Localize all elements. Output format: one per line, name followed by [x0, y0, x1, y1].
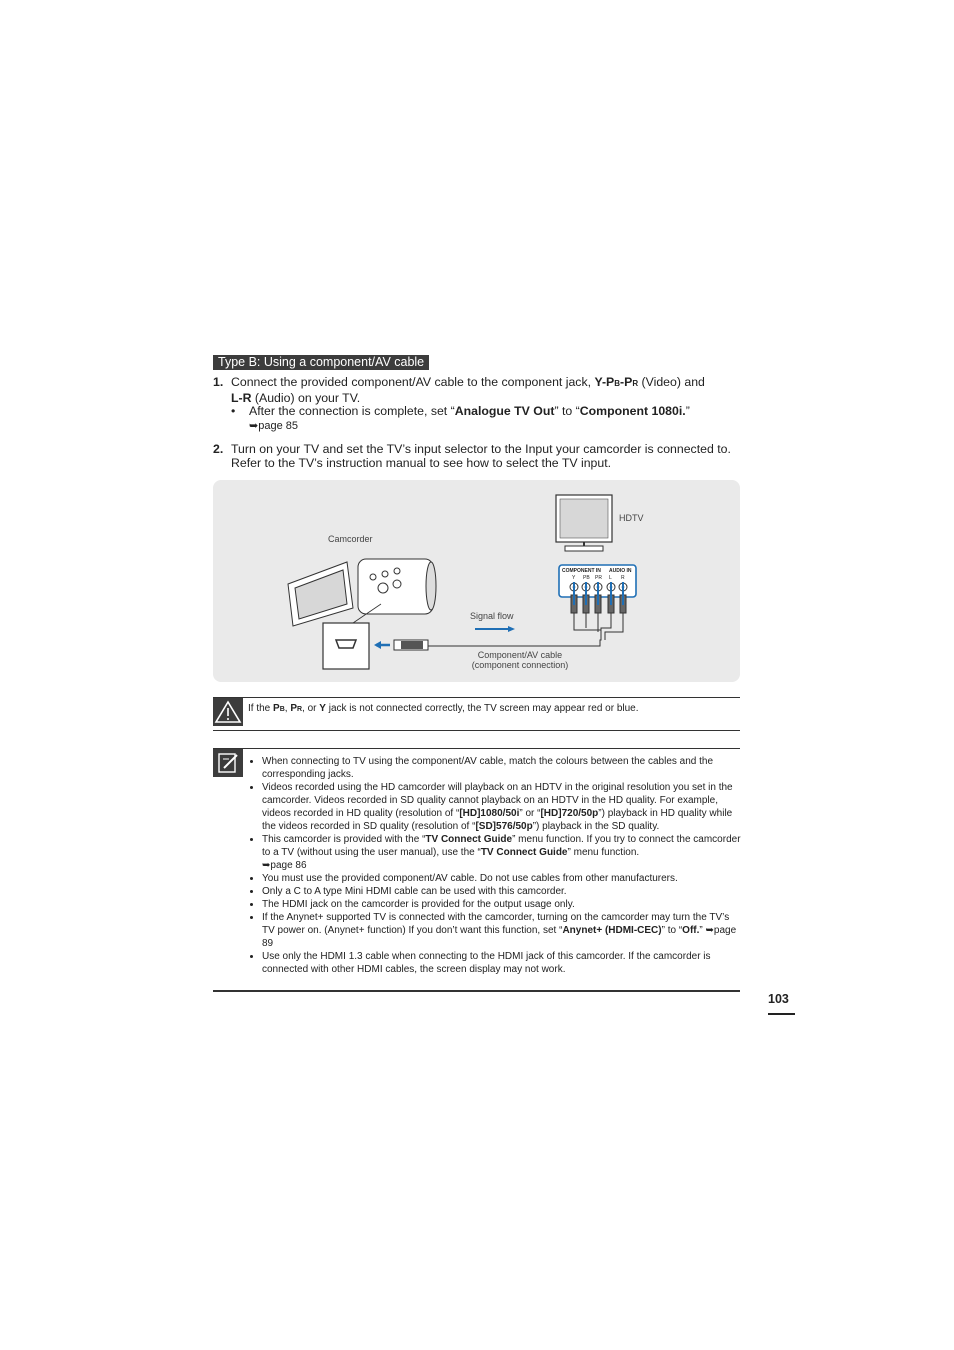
camcorder-icon: [288, 559, 436, 626]
cable-connector: [374, 640, 428, 650]
note-item: • You must use the provided component/AV cable. Do not use cables from other manufacturers.: [262, 872, 741, 885]
step-2-text: Turn on your TV and set the TV’s input selector to the Input your camcorder is connected to. Refer to the TV’s instruction manual to see how to select the TV input.: [231, 442, 731, 470]
page-ref: ➥page 89: [262, 925, 737, 949]
warning-text: If the PB, PR, or Y jack is not connected correctly, the TV screen may appear red or blue.: [248, 703, 639, 714]
signal-flow-arrow: [475, 626, 515, 632]
step-1-text: Connect the provided component/AV cable to the component jack, Y-PB-PR (Video) and L-R (Audio) on your TV.: [231, 375, 705, 405]
jack-label-pb: PB: [583, 575, 590, 581]
note-item: • If the Anynet+ supported TV is connected with the camcorder, turning on the camcorder may turn the TV’s TV power on. (Anynet+ function) If you don’t want this function, set “Anynet+ (HDMI-CEC)” to “Off.” ➥page 89: [262, 911, 741, 950]
note-item: • Videos recorded using the HD camcorder will playback on an HDTV in the original resolution you set in the camcorder. Videos recorded in SD quality cannot playback on an HDTV in the HD quality. For example, videos recorded in HD quality (resolution of “[HD]1080/50i” or “[HD]720/50p”) playback in HD quality while the videos recorded in SD quality (resolution of “[SD]576/50p”) playback in the SD quality.: [262, 781, 741, 833]
notes-bottom-rule: [213, 990, 740, 992]
av-cable: [423, 595, 626, 646]
note-item: • The HDMI jack on the camcorder is provided for the output usage only.: [262, 898, 741, 911]
signal-flow-label: Signal flow: [470, 611, 514, 621]
note-item: • Use only the HDMI 1.3 cable when connecting to the HDMI jack of this camcorder. If the camcorder is connected with other HDMI cables, the screen display may not work.: [262, 950, 741, 976]
hdtv-icon: [556, 495, 612, 551]
cable-label: Component/AV cable (component connection): [471, 650, 569, 670]
camcorder-label: Camcorder: [328, 534, 373, 544]
jack-label-r: R: [621, 575, 625, 581]
note-icon: [213, 749, 243, 777]
warning-icon: [213, 698, 243, 726]
jack-label-pr: PR: [595, 575, 602, 581]
audio-in-label: AUDIO IN: [609, 568, 632, 574]
note-item: • When connecting to TV using the component/AV cable, match the colours between the cables and the corresponding jacks.: [262, 755, 741, 781]
step-1-subitem: • After the connection is complete, set “Analogue TV Out” to “Component 1080i.” ➥page 85: [231, 404, 690, 432]
page-ref: ➥page 85: [249, 420, 298, 432]
page-number-rule: [768, 1013, 795, 1015]
page-number: 103: [768, 992, 789, 1006]
section-title: Type B: Using a component/AV cable: [213, 355, 429, 370]
note-item: • This camcorder is provided with the “TV Connect Guide” menu function. If you try to connect the camcorder to a TV (without using the user manual), use the “TV Connect Guide” menu function. ➥page 86: [262, 833, 741, 872]
page-ref: ➥page 86: [262, 860, 307, 871]
step-2-number: 2.: [213, 442, 224, 456]
step-1: [213, 375, 733, 435]
jack-label-l: L: [609, 575, 612, 581]
step-1-number: 1.: [213, 375, 224, 389]
note-item: • Only a C to A type Mini HDMI cable can be used with this camcorder.: [262, 885, 741, 898]
warning-bottom-rule: [213, 730, 740, 731]
hdtv-label: HDTV: [619, 513, 644, 523]
connection-diagram: [213, 480, 740, 682]
warning-top-rule: [213, 697, 740, 698]
bullet: •: [231, 404, 236, 418]
component-in-label: COMPONENT IN: [562, 568, 601, 574]
notes-top-rule: [213, 748, 740, 749]
step-2: [213, 442, 733, 472]
jack-label-y: Y: [572, 575, 576, 581]
notes-list: [248, 755, 741, 976]
